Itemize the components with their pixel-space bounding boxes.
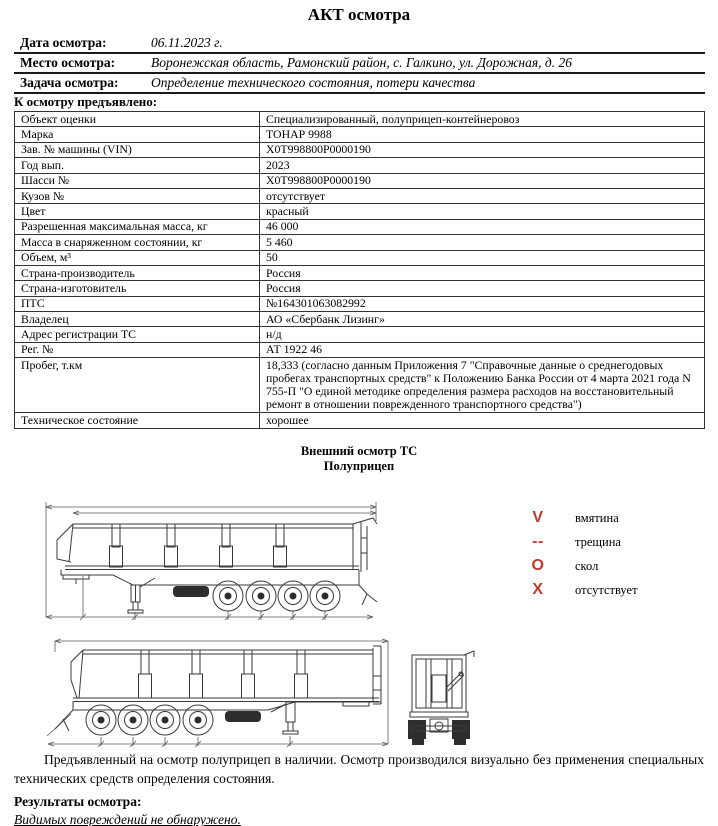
table-row: [15, 281, 705, 296]
toolbox: [225, 711, 261, 722]
row-value: 46 000: [260, 219, 705, 234]
row-label: Пробег, т.км: [15, 358, 260, 413]
footer-section: [14, 751, 704, 826]
legend-item: [527, 506, 638, 530]
row-label: Марка: [15, 127, 260, 142]
info-value: Определение технического состояния, потери качества: [151, 75, 476, 90]
damage-mark-icon: X: [532, 581, 544, 598]
row-value: №164301063082992: [260, 296, 705, 311]
rear-body: [410, 651, 474, 717]
row-value: красный: [260, 204, 705, 219]
row-label: Рег. №: [15, 342, 260, 357]
rear-axle-assembly: [408, 719, 470, 745]
inspection-info-block: [14, 34, 705, 94]
row-value: 2023: [260, 158, 705, 173]
row-label: Разрешенная максимальная масса, кг: [15, 219, 260, 234]
row-value: АТ 1922 46: [260, 342, 705, 357]
trailer-side-view-drawing-2: [43, 636, 393, 751]
trailer-body: [57, 518, 377, 572]
table-row: [15, 342, 705, 357]
info-label: Место осмотра:: [20, 55, 116, 70]
table-row: [15, 296, 705, 311]
row-value: АО «Сбербанк Лизинг»: [260, 312, 705, 327]
row-label: Год вып.: [15, 158, 260, 173]
results-value: Видимых повреждений не обнаружено.: [14, 811, 241, 826]
table-row: [15, 312, 705, 327]
page-title: АКТ осмотра: [307, 5, 411, 24]
legend-label: скол: [575, 558, 599, 573]
row-value: X0T998800P0000190: [260, 173, 705, 188]
table-row: [15, 265, 705, 280]
legend-item: [527, 554, 638, 578]
table-row: [15, 358, 705, 413]
row-label: Кузов №: [15, 188, 260, 203]
exterior-heading-line1: Внешний осмотр ТС: [300, 444, 418, 458]
info-label: Дата осмотра:: [20, 35, 107, 50]
table-row: [15, 250, 705, 265]
row-value: 5 460: [260, 235, 705, 250]
damage-mark-icon: O: [531, 557, 545, 574]
info-value: 06.11.2023 г.: [151, 35, 223, 50]
table-row: [15, 112, 705, 127]
presented-heading: К осмотру предъявлено:: [14, 94, 158, 109]
row-label: Зав. № машины (VIN): [15, 142, 260, 157]
legend-label: трещина: [575, 534, 621, 549]
damage-mark-icon: V: [532, 509, 544, 526]
dimension-lines: [46, 502, 376, 620]
trailer-chassis: [55, 702, 381, 735]
table-row: [15, 327, 705, 342]
row-label: Техническое состояние: [15, 413, 260, 428]
trailer-chassis: [61, 570, 377, 614]
trailer-rear-view-drawing: [404, 648, 479, 748]
table-row: [15, 142, 705, 157]
legend-item: [527, 530, 638, 554]
row-label: Страна-производитель: [15, 265, 260, 280]
vehicle-spec-table: [14, 111, 705, 429]
trailer-side-view-drawing-1: [43, 498, 378, 623]
conclusion-paragraph: Предъявленный на осмотр полуприцеп в наличии. Осмотр производился визуально без применения специальных технических средств определения состояния.: [14, 752, 704, 786]
table-row: [15, 235, 705, 250]
table-row: [15, 188, 705, 203]
table-row: [15, 158, 705, 173]
row-value: Россия: [260, 265, 705, 280]
info-row: [14, 54, 705, 74]
row-value: Россия: [260, 281, 705, 296]
table-row: [15, 219, 705, 234]
info-value: Воронежская область, Рамонский район, с. Галкино, ул. Дорожная, д. 26: [151, 55, 572, 70]
row-value: н/д: [260, 327, 705, 342]
row-value: Специализированный, полуприцеп-контейнеровоз: [260, 112, 705, 127]
table-row: [15, 204, 705, 219]
row-value: X0T998800P0000190: [260, 142, 705, 157]
row-label: Владелец: [15, 312, 260, 327]
exterior-inspection-heading: [0, 444, 718, 474]
row-label: Масса в снаряженном состоянии, кг: [15, 235, 260, 250]
row-label: Шасси №: [15, 173, 260, 188]
dimension-lines: [47, 639, 388, 747]
toolbox: [173, 586, 209, 597]
row-label: ПТС: [15, 296, 260, 311]
table-row: [15, 173, 705, 188]
exterior-heading-line2: Полуприцеп: [323, 458, 395, 473]
info-row: [14, 74, 705, 94]
damage-mark-icon: --: [532, 533, 544, 550]
table-row: [15, 413, 705, 428]
legend-item: [527, 578, 638, 602]
info-label: Задача осмотра:: [20, 75, 119, 90]
row-value: 50: [260, 250, 705, 265]
row-label: Объем, м³: [15, 250, 260, 265]
damage-legend: [527, 506, 638, 602]
legend-label: вмятина: [575, 510, 619, 525]
legend-label: отсутствует: [575, 582, 638, 597]
trailer-body: [71, 646, 381, 704]
row-label: Цвет: [15, 204, 260, 219]
table-row: [15, 127, 705, 142]
results-heading: Результаты осмотра:: [14, 793, 142, 809]
row-value: ТОНАР 9988: [260, 127, 705, 142]
row-label: Адрес регистрации ТС: [15, 327, 260, 342]
row-value: 18,333 (согласно данным Приложения 7 "Справочные данные о среднегодовых пробегах транспортных средств" к Положению Банка России от 4 марта 2021 года N 755-П "О единой методике определения размера расходов на восстановительный ремонт в отношении поврежденного транспортного средства"): [260, 358, 705, 413]
row-label: Объект оценки: [15, 112, 260, 127]
row-value: отсутствует: [260, 188, 705, 203]
row-value: хорошее: [260, 413, 705, 428]
row-label: Страна-изготовитель: [15, 281, 260, 296]
info-row: [14, 34, 705, 54]
